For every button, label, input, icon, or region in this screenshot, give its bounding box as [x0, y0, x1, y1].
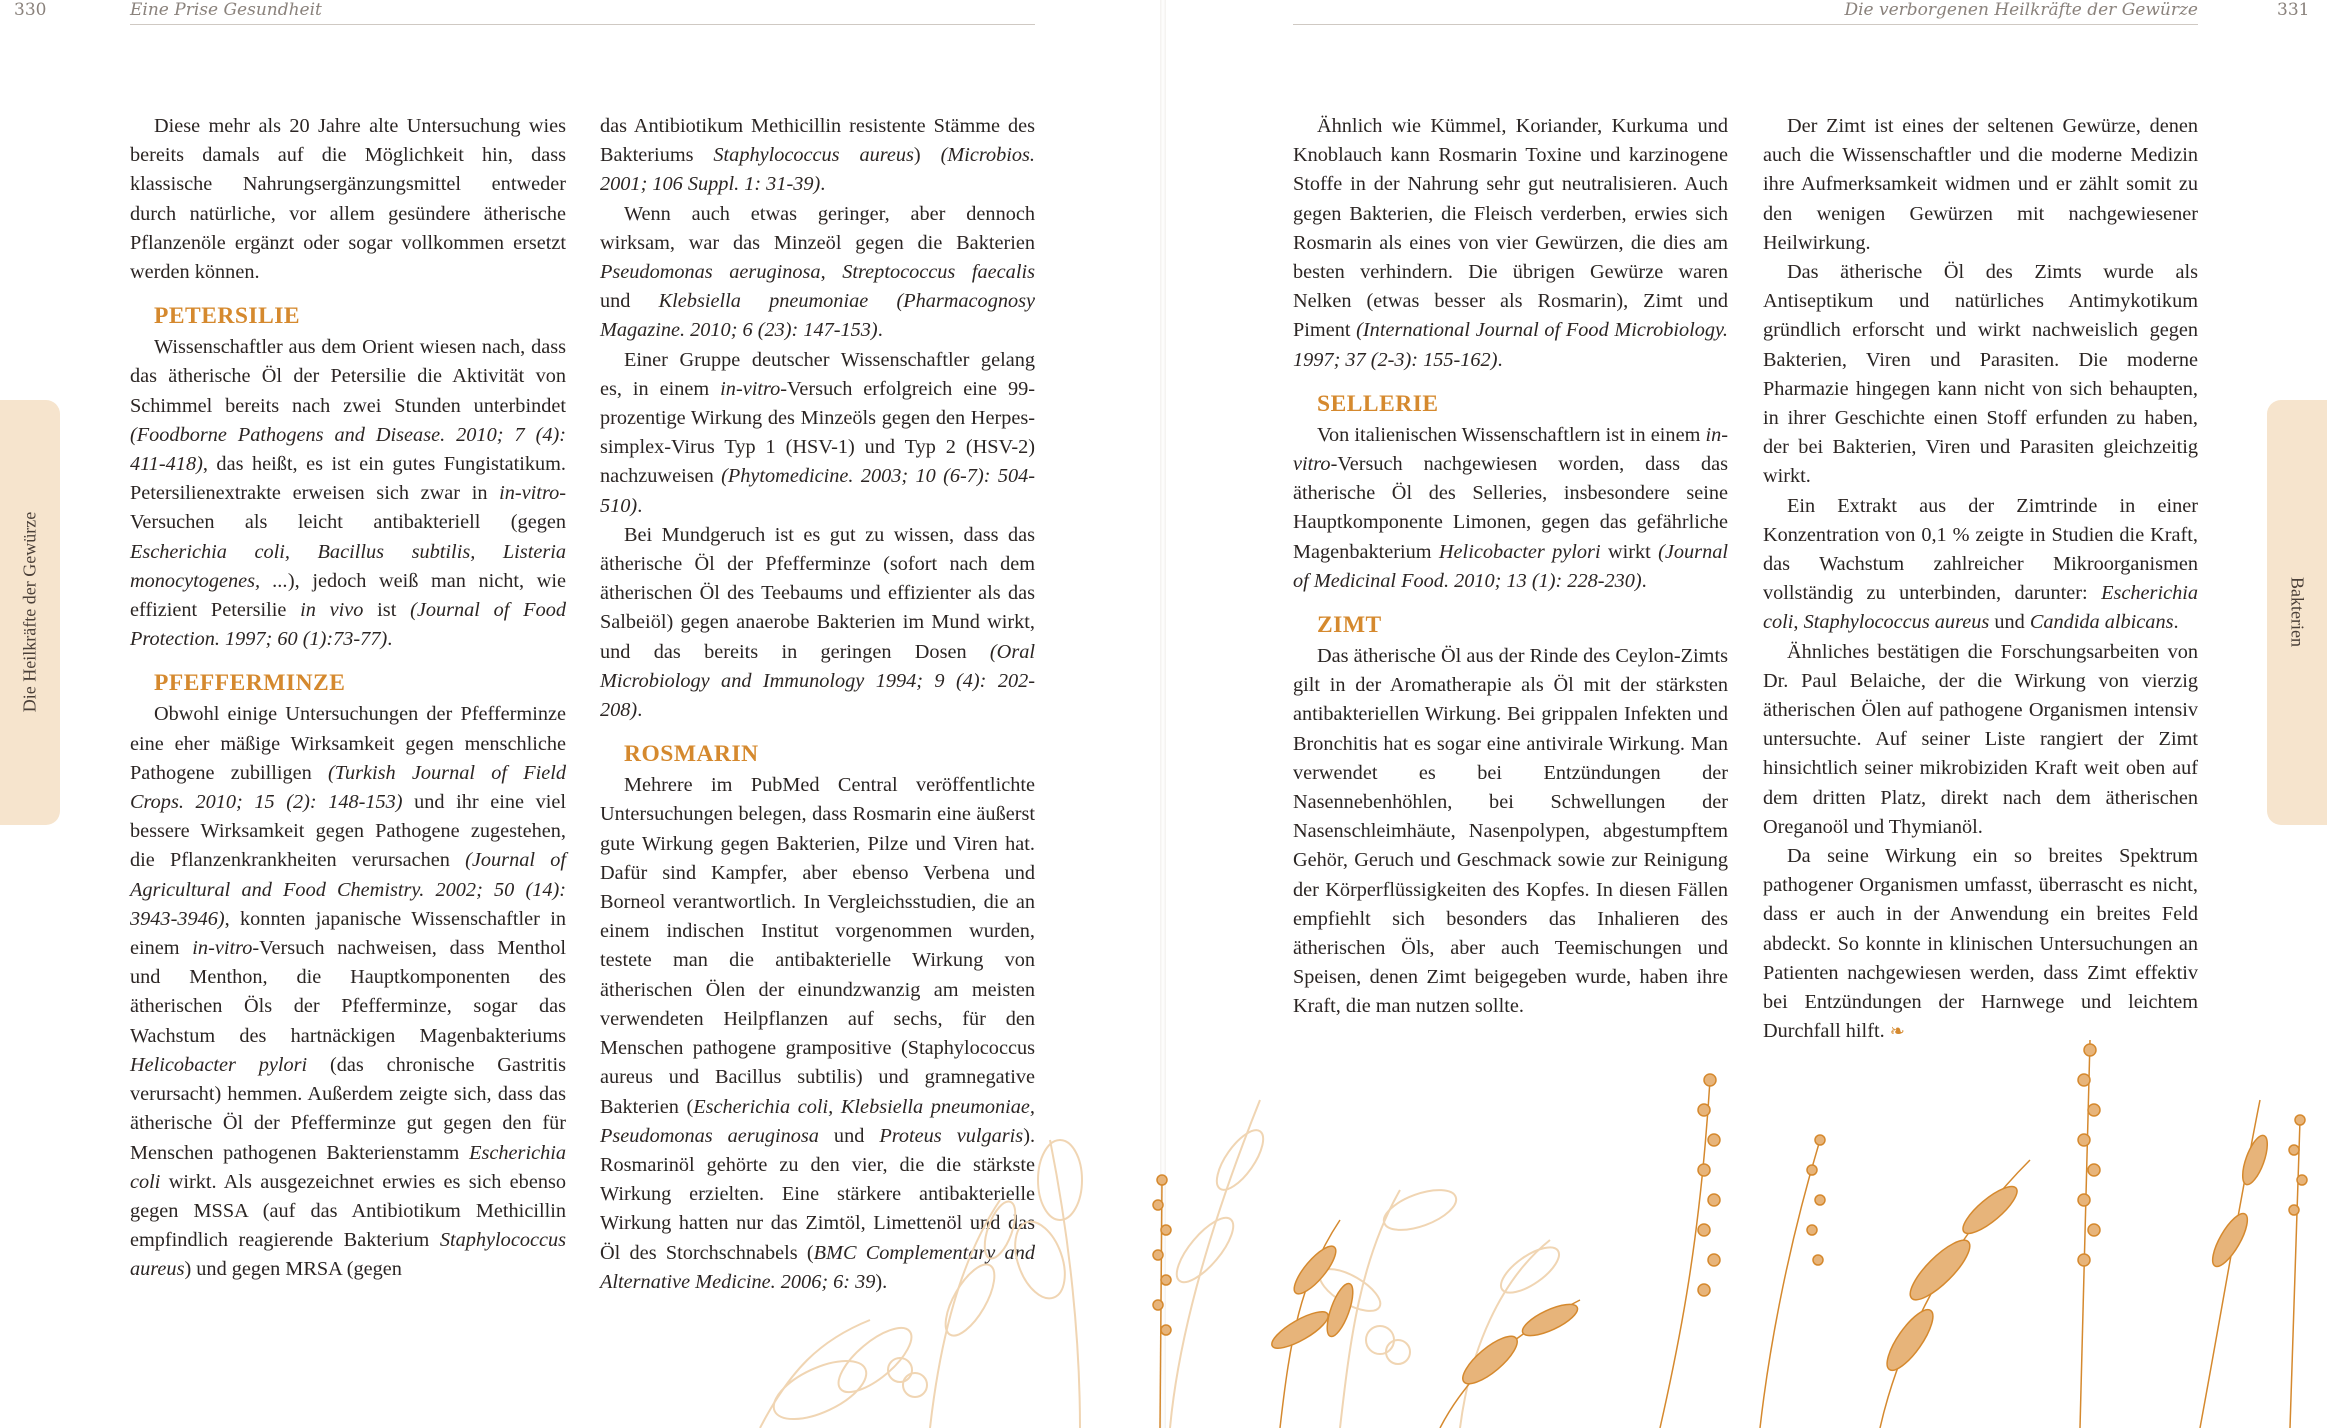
running-head-left: Eine Prise Gesundheit [130, 0, 1035, 25]
paragraph-mundgeruch: Bei Mundgeruch ist es gut zu wissen, dass das ätherische Öl der Pfefferminze (sofort nach dem ätherischen Öl des Teebaums und effizienter als das Salbeiöl) gegen anaerobe Bakterien im Mund wirkt, und das bereits in geringen Dosen (Oral Microbiology and Immunology 1994; 9 (4): 202-208). [600, 523, 1035, 722]
heading-zimt: ZIMT [1317, 612, 1382, 639]
heading-rosmarin: ROSMARIN [624, 741, 759, 768]
paragraph-intro: Diese mehr als 20 Jahre alte Untersuchung wies bereits damals auf die Möglichkeit hin, dass klassische Nahrungsergänzungsmittel entweder durch natürliche, vor allem gesündere ätherische Pflanzenöle ergänzt oder sogar vollkommen ersetzt werden können. [130, 115, 566, 284]
text-column-1 [130, 112, 566, 1285]
paragraph-zimt-oel: Das ätherische Öl des Zimts wurde als Antiseptikum und natürliches Antimykotikum gründlich erforscht und wirkt nachweislich gegen Bakterien, Viren und Parasiten. Die moderne Pharmazie hingegen kann nicht von sich behaupten, in ihrer Geschichte einen Stoff erfunden zu haben, der bei Bakterien, Viren und Parasiten gleichzeitig wirkt. [1763, 261, 2198, 488]
running-head-right: Die verborgenen Heilkräfte der Gewürze [1293, 0, 2198, 25]
text-column-3 [1293, 112, 1728, 1022]
paragraph-belaiche: Ähnliches bestätigen die Forschungsarbeiten von Dr. Paul Belaiche, der die Wirkung von vierzig ätherischen Ölen auf pathogene Organismen intensiv untersuchte. Auf seiner Liste rangiert der Zimt hinsichtlich seiner mikrobiziden Kraft weit oben auf dem dritten Platz, direkt nach dem ätherischen Oreganoöl und Thymianöl. [1763, 640, 2198, 838]
paragraph-continued: das Antibiotikum Methicillin resistente Stämme des Bakteriums Staphylococcus aureus) (Microbios. 2001; 106 Suppl. 1: 31-39). [600, 115, 1036, 196]
herb-illustration [700, 1040, 2327, 1428]
paragraph-rosmarin: Mehrere im PubMed Central veröffentlichte Untersuchungen belegen, dass Rosmarin eine äußerst gute Wirkung gegen Bakterien, Pilze und Viren hat. Dafür sind Kampfer, aber ebenso Verbena und Borneol verantwortlich. In Vergleichsstudien, die an einem indischen Institut vorgenommen wurden, testete man die antibakterielle Wirkung von ätherischen Ölen der einundzwanzig am meisten verwendeten Heilpflanzen auf sechs, für den Menschen pathogene grampositive (Staphylococcus aureus und Bacillus subtilis) und gramnegative Bakterien (Escherichia coli, Klebsiella pneumoniae, Pseudomonas aeruginosa und Proteus vulgaris). Rosmarinöl gehörte zu den vier, die die stärkste Wirkung erzielten. Eine stärkere antibakterielle Wirkung hatten nur das Zimtöl, Limettenöl und das Öl des Storchschnabels (BMC Complementary and Alternative Medicine. 2006; 6: 39). [600, 774, 1036, 1293]
herb-illustration-light [760, 1100, 1566, 1428]
heading-sellerie: SELLERIE [1317, 390, 1439, 417]
paragraph-minzeoel: Wenn auch etwas geringer, aber dennoch wirksam, war das Minzeöl gegen die Bakterien Pseudomonas aeruginosa, Streptococcus faecalis und Klebsiella pneumoniae (Pharmacognosy Magazine. 2010; 6 (23): 147-153). [600, 202, 1036, 342]
herb-illustration-dark [1153, 1040, 2307, 1428]
paragraph-zimt-seltene: Der Zimt ist eines der seltenen Gewürze, denen auch die Wissenschaftler und die moderne Medizin ihre Aufmerksamkeit widmen und er zählt somit zu den wenigen Gewürzen mit nachgewiesener Heilwirkung. [1763, 115, 2198, 254]
thumb-tab-left-label: Die Heilkräfte der Gewürze [19, 511, 40, 713]
paragraph-zimt: Das ätherische Öl aus der Rinde des Ceylon-Zimts gilt in der Aromatherapie als Öl mit der stärksten antibakteriellen Wirkung. Bei grippalen Infekten und Bronchitis hat es sogar eine antivirale Wirkung. Man verwendet es bei Entzündungen der Nasennebenhöhlen, bei Schwellungen der Nasenschleimhäute, Nasenpolypen, abgestumpftem Gehör, Geruch und Geschmack sowie zur Reinigung der Körperflüssigkeiten des Kopfes. In diesen Fällen empfiehlt sich besonders das Inhalieren des ätherischen Öls, aber auch Teemischungen und Speisen, denen Zimt beigegeben wurde, haben ihre Kraft, die man nutzen sollte. [1293, 645, 1728, 1018]
paragraph-pfefferminze: Obwohl einige Untersuchungen der Pfefferminze eine eher mäßige Wirksamkeit gegen menschliche Pathogene zubilligen (Turkish Journal of Field Crops. 2010; 15 (2): 148-153) und ihr eine viel bessere Wirksamkeit gegen Pathogene zugestehen, die Pflanzenkrankheiten verursachen (Journal of Agricultural and Food Chemistry. 2002; 50 (14): 3943-3946), konnten japanische Wissenschaftler in einem in-vitro-Versuch nachweisen, dass Menthol und Menthon, die Hauptkomponenten des ätherischen Öls der Pfefferminze, sogar das Wachstum des hartnäckigen Magenbakteriums Helicobacter pylori (das chronische Gastritis verursacht) hemmen. Außerdem zeigte sich, dass das ätherische Öl der Pfefferminze gut gegen den für Menschen pathogenen Bakterienstamm Escherichia coli wirkt. Als ausgezeichnet erwies es sich ebenso gegen MSSA (auf das Antibiotikum Methicillin empfindlich reagierende Bakterium Staphylococcus aureus) und gegen MRSA (gegen [130, 703, 567, 1281]
paragraph-petersilie: Wissenschaftler aus dem Orient wiesen nach, dass das ätherische Öl der Petersilie die Aktivität von Schimmel bereits nach zwei Stunden unterbindet (Foodborne Pathogens and Disease. 2010; 7 (4): 411-418), das heißt, es ist ein gutes Fungistatikum. Petersilienextrakte erweisen sich zwar in in-vitro-Versuchen als leicht antibakteriell (gegen Escherichia coli, Bacillus subtilis, Listeria monocytogenes, ...), jedoch weiß man nicht, wie effizient Petersilie in vivo ist (Journal of Food Protection. 1997; 60 (1):73-77). [130, 336, 566, 651]
end-of-chapter-icon: ❧ [1889, 1021, 1905, 1042]
thumb-tab-right [2267, 400, 2327, 825]
paragraph-zimtrinde: Ein Extrakt aus der Zimtrinde in einer Konzentration von 0,1 % zeigte in Studien die Kraft, das Wachstum zahlreicher Mikroorganismen vollständig zu unterbinden, darunter: Escherichia coli, Staphylococcus aureus und Candida albicans. [1763, 494, 2198, 634]
thumb-tab-left [0, 400, 60, 825]
paragraph-rosmarin-toxine: Ähnlich wie Kümmel, Koriander, Kurkuma und Knoblauch kann Rosmarin Toxine und karzinogene Stoffe in der Nahrung sehr gut neutralisieren. Auch gegen Bakterien, die Fleisch verderben, erwies sich Rosmarin als eines von vier Gewürzen, die dies am besten verhindern. Die übrigen Gewürze waren Nelken (etwas besser als Rosmarin), Zimt und Piment (International Journal of Food Microbiology. 1997; 37 (2-3): 155-162). [1293, 115, 1728, 371]
text-column-4 [1763, 112, 2198, 1047]
thumb-tab-right-label: Bakterien [2287, 577, 2308, 647]
paragraph-herpes: Einer Gruppe deutscher Wissenschaftler gelang es, in einem in-vitro-Versuch erfolgreich eine 99-prozentige Wirkung des Minzeöls gegen den Herpes-simplex-Virus Typ 1 (HSV-1) und Typ 2 (HSV-2) nachzuweisen (Phytomedicine. 2003; 10 (6-7): 504-510). [600, 348, 1035, 517]
page-number-right: 331 [2277, 0, 2310, 20]
paragraph-sellerie: Von italienischen Wissenschaftlern ist in einem in-vitro-Versuch nachgewiesen worden, dass das ätherische Öl des Selleries, insbesondere seine Hauptkomponente Limonen, gegen das gefährliche Magenbakterium Helicobacter pylori wirkt (Journal of Medicinal Food. 2010; 13 (1): 228-230). [1293, 423, 1728, 592]
heading-pfefferminze: PFEFFERMINZE [154, 670, 346, 697]
heading-petersilie: PETERSILIE [154, 303, 301, 330]
paragraph-spektrum: Da seine Wirkung ein so breites Spektrum pathogener Organismen umfasst, überrascht es nicht, dass er auch in der Anwendung ein breites Feld abdeckt. So konnte in klinischen Untersuchungen an Patienten nachgewiesen werden, dass Zimt effektiv bei Entzündungen der Harnwege und leichtem Durchfall hilft. ❧ [1763, 845, 2198, 1043]
page-number-left: 330 [14, 0, 47, 20]
